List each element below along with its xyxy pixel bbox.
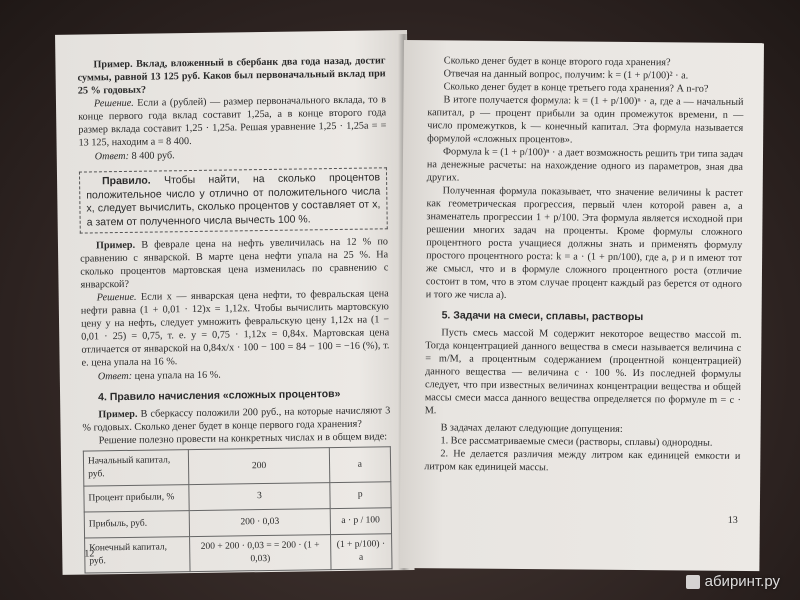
table-cell-label: Начальный капитал, руб. <box>83 450 189 486</box>
table-cell-label: Процент прибыли, % <box>84 485 190 512</box>
example1-solution: Решение. Если a (рублей) — размер первоначального вклада, то в конце первого года вклад составит 1,25a, а в конце второго года размер вклада составит 1,25 · 1,25a. Решая уравнение 1,25 · 1,25a = = 13 125, находим a = 8 400. <box>78 94 387 149</box>
left-page <box>55 30 415 575</box>
table-cell-concrete: 3 <box>189 483 329 511</box>
right-p6: Полученная формула показывает, что значение величины k растет как геометрическая прогрессия, первый член которой равен a, а знаменатель прогрессии 1 + p/100. Эта формула является исходной при решении многих задач на проценты. Кроме формулы сложного процентного роста учащиеся должны знать и применять формулу простого процентного роста: k = a · (1 + pn/100), где a, p и n имеют тот же смысл, что и в формуле сложного процентного роста (отличие состоит в том, что в этом случае процент каждый раз берется от одного и того же числа a). <box>425 185 743 301</box>
example3-text: Пример. В сберкассу положили 200 руб., на которые начисляют 3 % годовых. Сколько денег будет в конце первого года хранения? <box>82 405 391 434</box>
list-item-2: 2. Не делается различия между литром как единицей емкости и литром как единицей массы. <box>424 448 741 474</box>
right-p4: В итоге получается формула: k = (1 + p/100)ⁿ · a, где a — начальный капитал, p — процент прибыли за один промежуток времени, n — число промежутков, k — конечный капитал. Эта формула называется формулой «сложных процентов». <box>427 94 744 146</box>
table-cell-general: (1 + p/100) · a <box>330 534 392 570</box>
table-cell-general: a <box>329 447 391 483</box>
example3-intro: Решение полезно провести на конкретных числах и в общем виде: <box>98 431 388 447</box>
table-cell-label: Конечный капитал, руб. <box>85 537 191 573</box>
example2-text: Пример. В феврале цена на нефть увеличилась на 12 % по сравнению с январской. В марте цена нефти упала на 25 %. На сколько процентов мартовская цена изменилась по сравнению с январской? <box>80 236 389 291</box>
example2-solution: Решение. Если x — январская цена нефти, то февральская цена нефти равна (1 + 0,01 · 12)x = 1,12x. Чтобы вычислить мартовскую цену y на нефть, следует умножить февральскую цену 1,12x на (1 − 0,01 · 25) = 0,75, т. е. y = 0,75 · 1,12x = 0,84x. Мартовская цена отличается от январской на 0,84x/x · 100 − 100 = 84 − 100 = −16 (%), т. е. цена упала на 16 %. <box>80 288 390 369</box>
table-cell-general: a · p / 100 <box>330 508 392 535</box>
right-p8: В задачах делают следующие допущения: <box>440 422 623 435</box>
page-number-left: 12 <box>84 548 95 560</box>
rule-box: Правило. Чтобы найти, на сколько процентов положительное число y отлично от положительного числа x, следует вычислить, сколько процентов y составляет от x, а затем от полученного числа вычесть 100 %. <box>79 167 388 233</box>
right-p2: Отвечая на данный вопрос, получим: k = (1 + p/100)² · a. <box>443 68 689 82</box>
table-cell-concrete: 200 · 0,03 <box>190 509 330 537</box>
calc-table <box>83 446 393 573</box>
example2-answer: Ответ: цена упала на 16 %. <box>97 369 221 383</box>
section5-title: 5. Задачи на смеси, сплавы, растворы <box>441 309 644 324</box>
watermark-text: абиринт.ру <box>704 573 780 590</box>
table-cell-general: p <box>329 482 391 509</box>
right-p7: Пусть смесь массой M содержит некоторое вещество массой m. Тогда концентрацией данного вещества в смеси называется величина c = m/M, а процентным содержанием (процентной концентрацией) данного вещества — величина c · 100 %. Из последней формулы следует, что при известных величинах концентрации вещества и общей массы смеси масса данного вещества определяется по формуле m = c · M. <box>424 327 742 417</box>
table-cell-label: Прибыль, руб. <box>84 511 190 538</box>
table-cell-concrete: 200 <box>189 448 330 485</box>
page-number-right: 13 <box>727 514 738 526</box>
table-row <box>85 534 392 573</box>
list-item-1: 1. Все рассматриваемые смеси (растворы, сплавы) однородны. <box>440 435 713 449</box>
section4-title: 4. Правило начисления «сложных процентов» <box>98 387 341 404</box>
example1-answer: Ответ: 8 400 руб. <box>94 150 175 163</box>
right-p5: Формула k = (1 + p/100)ⁿ · a дает возможность решить три типа задач на денежные расчеты: на нахождение одного из параметров, зная два других. <box>426 146 744 184</box>
right-page <box>399 40 764 571</box>
right-p3: Сколько денег будет в конце третьего года хранения? А n-го? <box>443 81 709 95</box>
table-row <box>83 447 390 486</box>
table-cell-concrete: 200 + 200 · 0,03 = = 200 · (1 + 0,03) <box>190 535 331 572</box>
example1-text: Пример. Вклад, вложенный в сбербанк два года назад, достиг суммы, равной 13 125 руб. Каков был первоначальный вклад при 25 % годовых? <box>77 55 386 97</box>
labirint-logo-icon <box>686 575 700 589</box>
right-p1: Сколько денег будет в конце второго года хранения? <box>443 55 671 69</box>
watermark <box>686 573 780 590</box>
